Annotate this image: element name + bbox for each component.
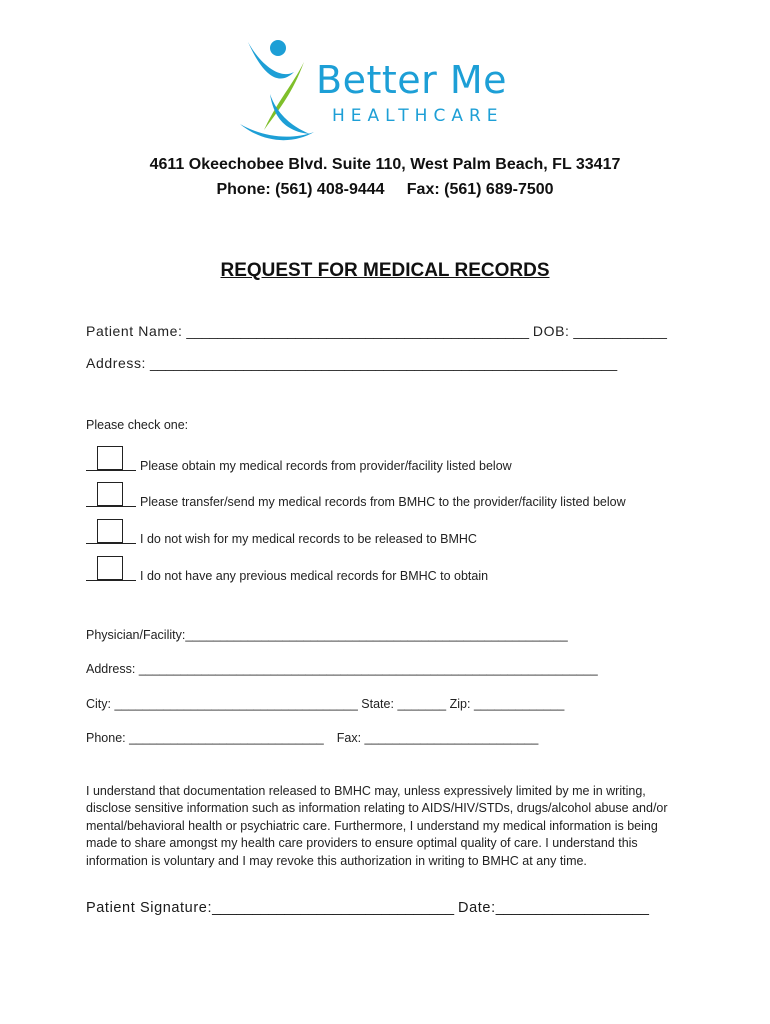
consent-line: made to share amongst my health care providers to ensure optimal quality of care. I understand this bbox=[86, 836, 638, 851]
consent-line: disclose sensitive information such as information relating to AIDS/HIV/STDs, drugs/alcohol abuse and/or bbox=[86, 801, 668, 816]
clinic-phone-fax: Phone: (561) 408-9444 Fax: (561) 689-7500 bbox=[216, 181, 554, 198]
consent-paragraph bbox=[86, 783, 686, 870]
option-checkbox[interactable] bbox=[97, 556, 123, 580]
consent-line: I understand that documentation released to BMHC may, unless expressively limited by me in writing, bbox=[86, 784, 646, 798]
check-prompt: Please check one: bbox=[86, 418, 189, 432]
phone-field[interactable]: ____________________________ bbox=[129, 731, 324, 745]
form-title: REQUEST FOR MEDICAL RECORDS bbox=[220, 260, 550, 281]
logo-text-healthcare: HEALTHCARE bbox=[332, 106, 504, 126]
phone-fax-row bbox=[86, 731, 538, 745]
option-checkbox[interactable] bbox=[97, 446, 123, 470]
facility-address-label: Address: bbox=[86, 662, 136, 676]
city-label: City: bbox=[86, 697, 111, 711]
patient-name-field[interactable]: ____________________________________________ bbox=[186, 323, 529, 339]
date-label: Date: bbox=[458, 900, 496, 916]
state-field[interactable]: _______ bbox=[397, 697, 447, 711]
option-checkbox[interactable] bbox=[97, 519, 123, 543]
facility-address-field[interactable]: __________________________________________________________________ bbox=[138, 662, 598, 676]
patient-name-label: Patient Name: bbox=[86, 323, 183, 339]
physician-label: Physician/Facility: bbox=[86, 628, 186, 642]
option-label: Please transfer/send my medical records from BMHC to the provider/facility listed below bbox=[140, 495, 626, 509]
zip-field[interactable]: _____________ bbox=[473, 697, 565, 711]
person-figure-icon bbox=[234, 34, 314, 144]
consent-line: information is voluntary and I may revoke this authorization in writing to BMHC at any time. bbox=[86, 853, 587, 868]
signature-label: Patient Signature: bbox=[86, 900, 213, 916]
fax-field[interactable]: _________________________ bbox=[364, 731, 539, 745]
patient-address-field[interactable]: ____________________________________________________________ bbox=[149, 355, 618, 371]
zip-label: Zip: bbox=[449, 697, 471, 711]
option-label: I do not have any previous medical records for BMHC to obtain bbox=[140, 569, 489, 583]
option-checkbox[interactable] bbox=[97, 482, 123, 506]
signature-row bbox=[86, 900, 649, 916]
option-label: I do not wish for my medical records to be released to BMHC bbox=[140, 532, 477, 546]
dob-label: DOB: bbox=[532, 323, 570, 339]
facility-address-row bbox=[86, 662, 598, 676]
phone-label: Phone: bbox=[86, 731, 126, 745]
patient-address-label: Address: bbox=[86, 355, 147, 371]
signature-field[interactable]: ______________________________ bbox=[212, 900, 455, 916]
dob-field[interactable]: ____________ bbox=[573, 323, 667, 339]
date-field[interactable]: ___________________ bbox=[495, 900, 649, 916]
better-me-healthcare-logo bbox=[234, 34, 554, 144]
consent-line: mental/behavioral health or psychiatric care. Furthermore, I understand my medical information is being bbox=[86, 818, 658, 833]
option-underline bbox=[86, 580, 136, 581]
city-state-zip-row bbox=[86, 697, 564, 711]
fax-label: Fax: bbox=[336, 731, 362, 745]
option-underline bbox=[86, 470, 136, 471]
patient-address-row bbox=[86, 355, 617, 371]
city-field[interactable]: ___________________________________ bbox=[114, 697, 358, 711]
option-label: Please obtain my medical records from provider/facility listed below bbox=[140, 459, 512, 473]
logo-text-better-me: Better Me bbox=[316, 58, 507, 102]
option-underline bbox=[86, 543, 136, 544]
patient-name-row bbox=[86, 323, 667, 339]
state-label: State: bbox=[361, 697, 394, 711]
option-underline bbox=[86, 506, 136, 507]
physician-row bbox=[86, 628, 568, 642]
clinic-address: 4611 Okeechobee Blvd. Suite 110, West Palm Beach, FL 33417 bbox=[149, 156, 621, 173]
physician-field[interactable]: _______________________________________________________ bbox=[185, 628, 568, 642]
